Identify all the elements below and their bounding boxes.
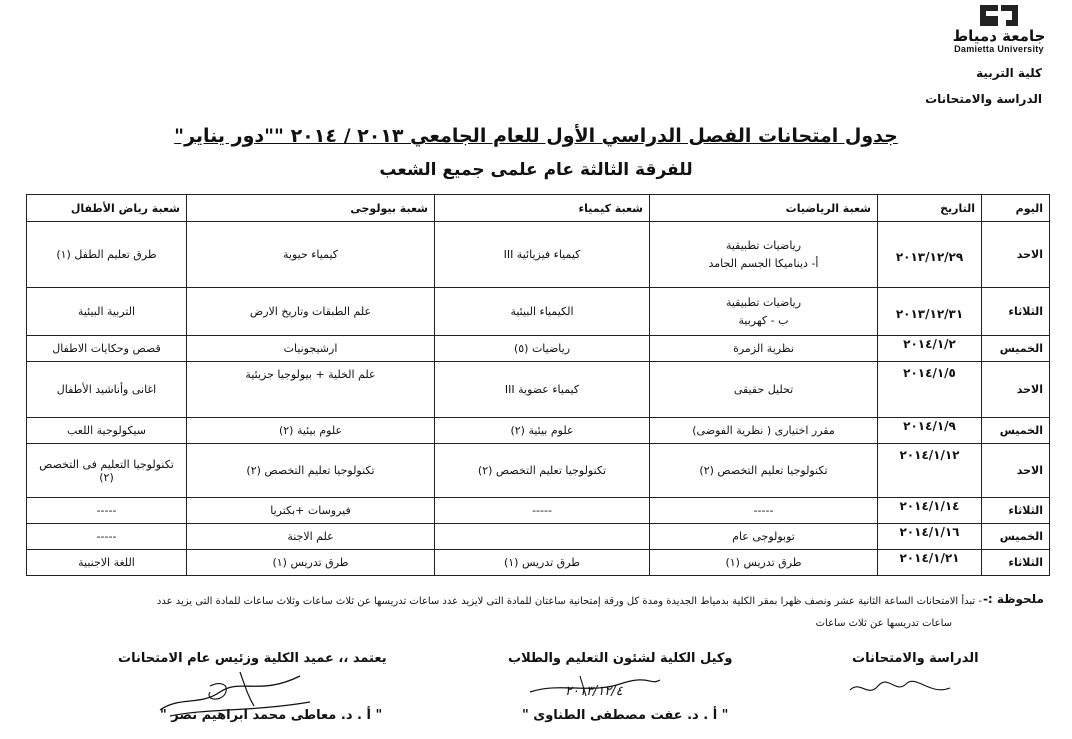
cell-kg: اللغة الاجنبية: [27, 550, 187, 576]
table-row: [27, 288, 1050, 336]
cell-math: [650, 550, 878, 576]
vice-dean-signature-title: وكيل الكلية لشئون التعليم والطلاب: [508, 651, 733, 666]
cell-math: [650, 222, 878, 288]
dean-signature-title: يعتمد ،، عميد الكلية وزئيس عام الامتحانات: [118, 651, 387, 666]
cell-chem: تكنولوجيا تعليم التخصص (٢): [435, 444, 650, 498]
cell-kg: سيكولوجية اللعب: [27, 418, 187, 444]
header-date: التاريخ: [878, 195, 982, 222]
table-row: [27, 498, 1050, 524]
cell-kg: التربية البيئية: [27, 288, 187, 336]
table-row: [27, 362, 1050, 418]
table-row: [27, 418, 1050, 444]
exam-schedule-table: [26, 194, 1050, 576]
cell-date: ٢٠١٤/١/٩: [878, 418, 982, 444]
cell-kg: قصص وحكايات الاطفال: [27, 336, 187, 362]
cell-chem: الكيمياء البيئية: [435, 288, 650, 336]
cell-kg: طرق تعليم الطفل (١): [27, 222, 187, 288]
dean-name: " أ . د. معاطى محمد ابراهيم نصر ": [160, 708, 383, 723]
cell-bio: تكنولوجيا تعليم التخصص (٢): [187, 444, 435, 498]
cell-date: ٢٠١٤/١/٥: [878, 362, 982, 418]
vice-dean-name: " أ . د. عفت مصطفى الطناوى ": [522, 708, 729, 723]
cell-kg: -----: [27, 498, 187, 524]
cell-chem: -----: [435, 498, 650, 524]
cell-math: [650, 288, 878, 336]
table-row: [27, 444, 1050, 498]
cell-date: ٢٠١٤/١/٢١: [878, 550, 982, 576]
table-row: [27, 524, 1050, 550]
cell-bio: كيمياء حيوية: [187, 222, 435, 288]
cell-day: الاحد: [982, 222, 1050, 288]
header-day: اليوم: [982, 195, 1050, 222]
exams-dept-signature-title: الدراسة والامتحانات: [852, 651, 979, 666]
cell-math: [650, 498, 878, 524]
university-logo: [934, 2, 1064, 54]
cell-bio: علم الطبقات وتاريخ الارض: [187, 288, 435, 336]
cell-math-line: تحليل حقيقى: [733, 383, 794, 396]
table-row: [27, 550, 1050, 576]
logo-mark-icon: [976, 2, 1022, 30]
cell-bio: فيروسات +بكتريا: [187, 498, 435, 524]
table-row: [27, 336, 1050, 362]
table-header-row: [27, 195, 1050, 222]
cell-date: ٢٠١٤/١/١٦: [878, 524, 982, 550]
cell-day: الثلاثاء: [982, 550, 1050, 576]
cell-math-line: -----: [753, 504, 774, 517]
cell-math: [650, 524, 878, 550]
vice-dean-signature-scribble: [520, 672, 670, 700]
note-label: ملحوظة :-: [982, 592, 1044, 606]
cell-date: ٢٠١٣/١٢/٣١: [878, 288, 982, 336]
cell-bio: طرق تدريس (١): [187, 550, 435, 576]
cell-math: [650, 418, 878, 444]
handwritten-date: ٢٠١٣/١٢/٤: [565, 684, 623, 699]
header-kg: شعبة رياض الأطفال: [27, 195, 187, 222]
cell-math-line: نظرية الزمرة: [733, 342, 794, 355]
cell-day: الخميس: [982, 524, 1050, 550]
cell-chem: طرق تدريس (١): [435, 550, 650, 576]
cell-date: ٢٠١٤/١/١٢: [878, 444, 982, 498]
cell-day: الاحد: [982, 362, 1050, 418]
cell-bio: علوم بيئية (٢): [187, 418, 435, 444]
cell-math-line: طرق تدريس (١): [725, 556, 802, 569]
college-name: كلية التربية: [976, 66, 1042, 80]
cell-math-line: مقرر اختيارى ( نظرية الفوضى): [692, 424, 835, 437]
cell-math: [650, 444, 878, 498]
header-math: شعبة الرياضيات: [650, 195, 878, 222]
cell-math-line: أ- ديناميكا الجسم الجامد: [708, 256, 819, 270]
cell-chem: رياضيات (٥): [435, 336, 650, 362]
note-text-continued: ساعات تدريسها عن ثلاث ساعات: [815, 618, 952, 629]
cell-bio: ارشيجونيات: [187, 336, 435, 362]
cell-math-line: ب - كهربية: [738, 313, 789, 327]
dean-signature-scribble: [150, 666, 320, 720]
cell-date: ٢٠١٣/١٢/٢٩: [878, 222, 982, 288]
cell-day: الخميس: [982, 336, 1050, 362]
cell-day: الثلاثاء: [982, 288, 1050, 336]
cell-chem: كيمياء فيزيائية III: [435, 222, 650, 288]
cell-math: [650, 336, 878, 362]
cell-bio: علم الخلية + بيولوجيا جزيئية: [187, 362, 435, 418]
header-bio: شعبة بيولوجى: [187, 195, 435, 222]
university-name-ar: جامعة دمياط: [952, 27, 1046, 45]
cell-math: [650, 362, 878, 418]
cell-day: الاحد: [982, 444, 1050, 498]
header-chem: شعبة كيمياء: [435, 195, 650, 222]
cell-math-line: رياضيات تطبيقية: [725, 238, 802, 252]
cell-chem: كيمياء عضوية III: [435, 362, 650, 418]
cell-day: الخميس: [982, 418, 1050, 444]
cell-kg: تكنولوجيا التعليم فى التخصص (٢): [27, 444, 187, 498]
cell-math-line: رياضيات تطبيقية: [725, 295, 802, 309]
page-subtitle: للفرقة الثالثة عام علمى جميع الشعب: [379, 160, 693, 180]
exams-dept-signature-scribble: [846, 676, 956, 702]
cell-day: الثلاثاء: [982, 498, 1050, 524]
cell-kg: -----: [27, 524, 187, 550]
cell-kg: اغانى وأناشيد الأطفال: [27, 362, 187, 418]
table-row: [27, 222, 1050, 288]
cell-math-line: توبولوجى عام: [732, 530, 795, 543]
page-title: جدول امتحانات الفصل الدراسي الأول للعام الجامعي ٢٠١٣ / ٢٠١٤ ""دور يناير": [174, 125, 898, 147]
department-name: الدراسة والامتحانات: [925, 92, 1042, 106]
cell-date: ٢٠١٤/١/١٤: [878, 498, 982, 524]
cell-chem: [435, 524, 650, 550]
university-name-en: Damietta University: [954, 44, 1044, 54]
cell-date: ٢٠١٤/١/٢: [878, 336, 982, 362]
cell-math-line: تكنولوجيا تعليم التخصص (٢): [699, 464, 828, 477]
note-text: - تبدأ الامتحانات الساعة الثانية عشر ونصف ظهرا بمقر الكلية بدمياط الجديدة ومدة كل ورقة إمتحانية ساعتان للمادة التى لايزيد عدد ساعات تدريسها عن ثلاث ساعات وثلاث ساعات للمادة التى يزيد عدد: [156, 596, 982, 607]
cell-bio: علم الاجنة: [187, 524, 435, 550]
cell-chem: علوم بيئية (٢): [435, 418, 650, 444]
